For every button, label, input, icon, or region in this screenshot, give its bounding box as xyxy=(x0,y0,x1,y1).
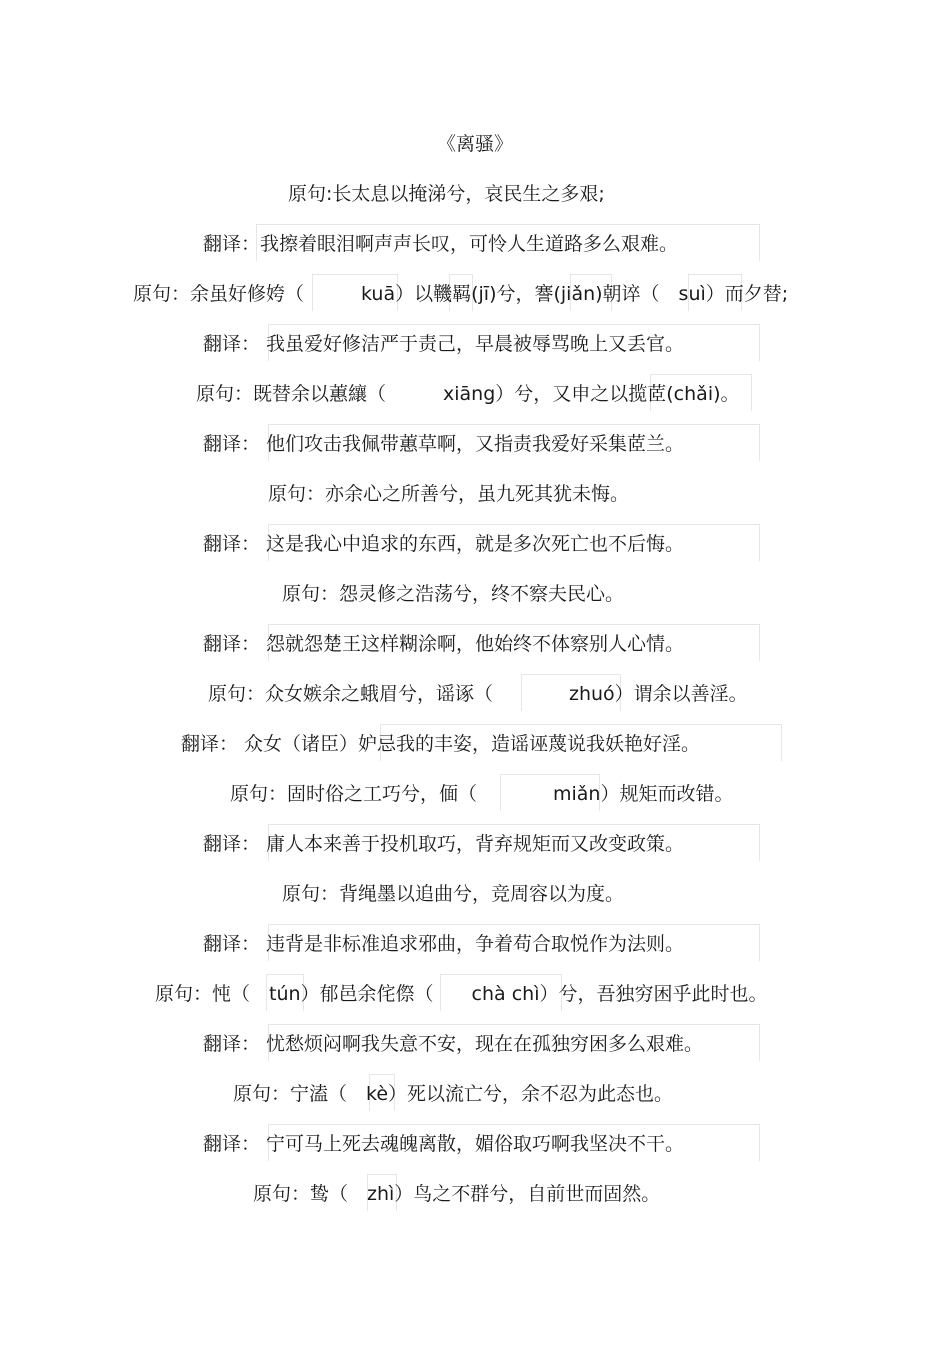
line-original-3 xyxy=(0,380,950,410)
line-text: 原句:长太息以掩涕兮，哀民生之多艰; xyxy=(288,183,605,205)
line-text: 翻译： 宁可马上死去魂魄离散，媚俗取巧啊我坚决不干。 xyxy=(203,1133,685,1155)
line-translation-6 xyxy=(0,730,950,760)
line-original-4 xyxy=(0,480,950,510)
line-translation-7 xyxy=(0,830,950,860)
line-translation-4 xyxy=(0,530,950,560)
line-text: 翻译： 我虽爱好修洁严于责己，早晨被辱骂晚上又丢官。 xyxy=(203,333,685,355)
line-text: 原句：背绳墨以追曲兮，竞周容以为度。 xyxy=(282,883,625,905)
line-text: 翻译： 违背是非标准追求邪曲，争着苟合取悦作为法则。 xyxy=(203,933,685,955)
line-original-8 xyxy=(0,880,950,910)
line-text: 原句：众女嫉余之蛾眉兮，谣诼（ zhuó）谓余以善淫。 xyxy=(208,683,748,705)
line-text: 原句：亦余心之所善兮，虽九死其犹未悔。 xyxy=(268,483,630,505)
line-text: 原句：怨灵修之浩荡兮，终不察夫民心。 xyxy=(282,583,625,605)
line-text: 翻译： 庸人本来善于投机取巧，背弃规矩而又改变政策。 xyxy=(203,833,685,855)
line-text: 翻译： 忧愁烦闷啊我失意不安，现在在孤独穷困多么艰难。 xyxy=(203,1033,704,1055)
line-original-9 xyxy=(0,980,950,1010)
line-text: 原句：宁溘（ kè）死以流亡兮，余不忍为此态也。 xyxy=(233,1083,674,1105)
line-original-11 xyxy=(0,1180,950,1210)
line-text: 翻译：我擦着眼泪啊声声长叹，可怜人生道路多么艰难。 xyxy=(203,233,679,255)
line-text: 翻译： 他们攻击我佩带蕙草啊，又指责我爱好采集茝兰。 xyxy=(203,433,685,455)
line-translation-5 xyxy=(0,630,950,660)
line-text: 翻译： 这是我心中追求的东西，就是多次死亡也不后悔。 xyxy=(203,533,685,555)
line-translation-2 xyxy=(0,330,950,360)
line-original-7 xyxy=(0,780,950,810)
line-text: 原句：鸷（ zhì）鸟之不群兮，自前世而固然。 xyxy=(253,1183,661,1205)
line-text: 原句：余虽好修姱（ kuā）以鞿羁(jī)兮，謇(jiǎn)朝谇（ suì）而夕替; xyxy=(133,283,789,305)
line-original-1 xyxy=(0,180,950,210)
line-original-5 xyxy=(0,580,950,610)
line-text: 原句：固时俗之工巧兮，偭（ miǎn）规矩而改错。 xyxy=(230,783,734,805)
line-translation-8 xyxy=(0,930,950,960)
line-translation-3 xyxy=(0,430,950,460)
document-title: 《离骚》 xyxy=(436,133,513,155)
line-original-2 xyxy=(0,280,950,310)
line-original-10 xyxy=(0,1080,950,1110)
line-translation-1 xyxy=(0,230,950,260)
line-translation-9 xyxy=(0,1030,950,1060)
line-text: 翻译： 众女（诸臣）妒忌我的丰姿，造谣诬蔑说我妖艳好淫。 xyxy=(181,733,701,755)
line-text: 原句：既替余以蕙纕（ xiāng）兮，又申之以揽茝(chǎi)。 xyxy=(196,383,740,405)
line-text: 翻译： 怨就怨楚王这样糊涂啊，他始终不体察别人心情。 xyxy=(203,633,685,655)
line-original-6 xyxy=(0,680,950,710)
line-translation-10 xyxy=(0,1130,950,1160)
line-text: 原句：忳（ tún）郁邑余侘傺（ chà chì）兮，吾独穷困乎此时也。 xyxy=(155,983,768,1005)
